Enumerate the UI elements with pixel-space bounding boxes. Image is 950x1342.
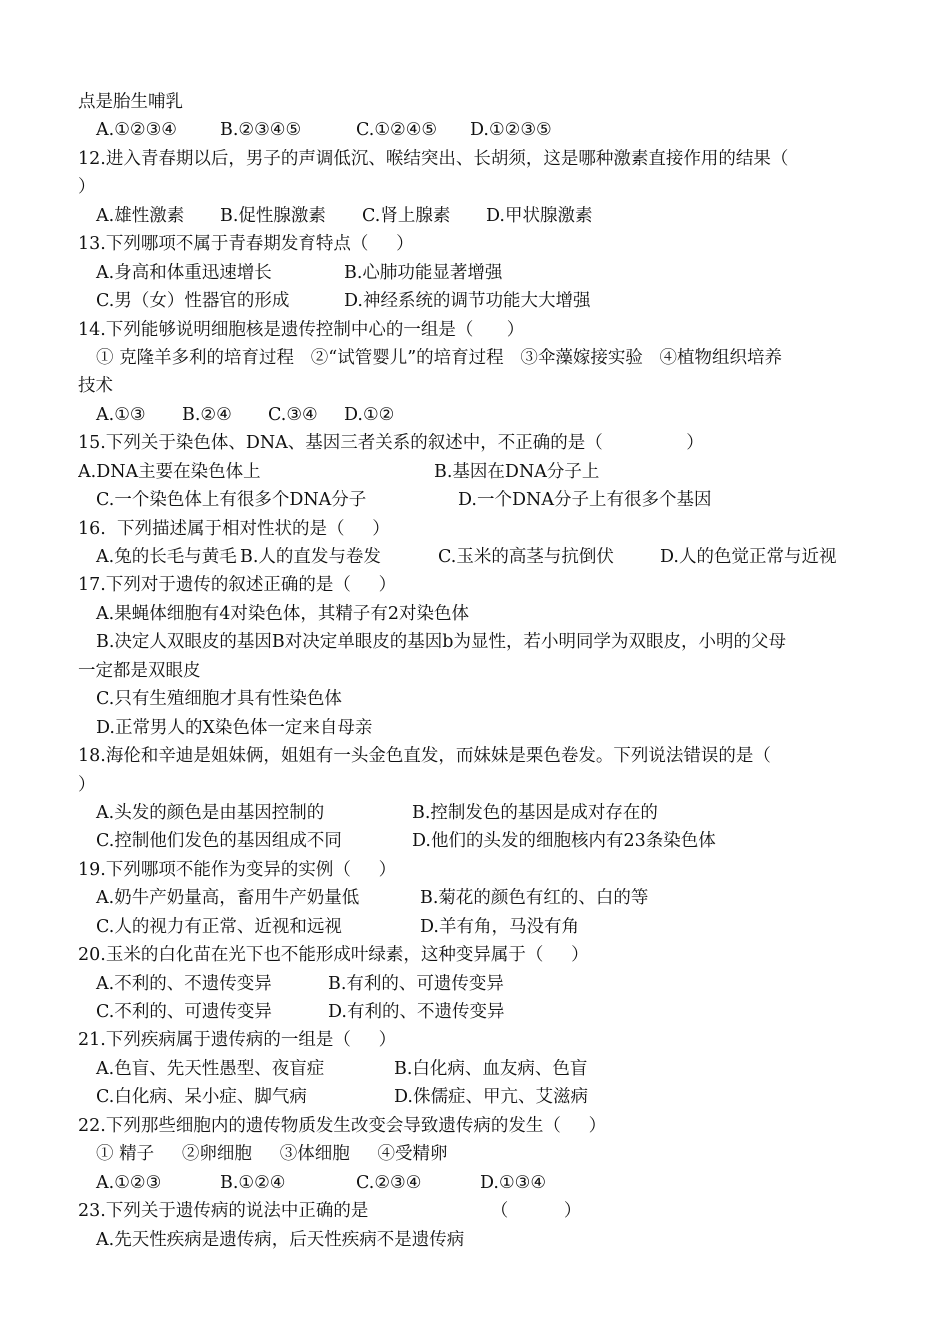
answer-option: B.基因在DNA分子上 [434, 461, 600, 482]
answer-option: B.①②④ [220, 1172, 286, 1193]
question-text-line: A.先天性疾病是遗传病，后天性疾病不是遗传病 [96, 1229, 465, 1250]
answer-option: A.不利的、不遗传变异 [96, 973, 272, 994]
question-text-line: 16. 下列描述属于相对性状的是（ ） [78, 518, 390, 539]
answer-option: B.有利的、可遗传变异 [328, 973, 504, 994]
answer-option: B.②③④⑤ [220, 120, 302, 141]
question-text-line: 21.下列疾病属于遗传病的一组是（ ） [78, 1030, 397, 1051]
answer-options-line [78, 259, 878, 287]
answer-option: A.雄性激素 [96, 205, 185, 226]
answer-options-line [78, 116, 878, 144]
answer-option: C.肾上腺素 [362, 205, 451, 226]
question-text-line: 18.海伦和辛迪是姐妹俩，姐姐有一头金色直发，而妹妹是栗色卷发。下列说法错误的是（ [78, 746, 771, 767]
answer-options-line [78, 287, 878, 315]
answer-option: A.色盲、先天性愚型、夜盲症 [96, 1058, 325, 1079]
answer-option: C.①②④⑤ [356, 120, 438, 141]
question-text-line: B.决定人双眼皮的基因B对决定单眼皮的基因b为显性，若小明同学为双眼皮，小明的父母 [96, 632, 786, 653]
question-text-line: D.正常男人的X染色体一定来自母亲 [96, 717, 373, 738]
question-text-line: A.果蝇体细胞有4对染色体，其精子有2对染色体 [96, 603, 469, 624]
question-text-line: 20.玉米的白化苗在光下也不能形成叶绿素，这种变异属于（ ） [78, 945, 589, 966]
answer-option: C.不利的、可遗传变异 [96, 1002, 272, 1022]
question-text-line: ） [78, 177, 96, 198]
question-text-line: 15.下列关于染色体、DNA、基因三者关系的叙述中，不正确的是（ ） [78, 433, 704, 454]
question-text-line: ① 精子 ②卵细胞 ③体细胞 ④受精卵 [96, 1144, 448, 1165]
answer-option: D.一个DNA分子上有很多个基因 [458, 490, 712, 511]
answer-option: D.①②③⑤ [470, 120, 552, 141]
answer-option: A.DNA主要在染色体上 [78, 461, 261, 482]
answer-option: B.人的直发与卷发 [240, 547, 381, 567]
question-text-line: 17.下列对于遗传的叙述正确的是（ ） [78, 575, 397, 596]
answer-option: C.③④ [268, 404, 318, 425]
answer-option: A.①③ [96, 404, 146, 425]
answer-option: D.他们的头发的细胞核内有23条染色体 [412, 831, 716, 852]
question-text-line: 技术 [78, 376, 113, 397]
answer-option: B.菊花的颜色有红的、白的等 [420, 888, 649, 909]
question-text-line: ① 克隆羊多利的培育过程 ②“试管婴儿”的培育过程 ③伞藻嫁接实验 ④植物组织培养 [96, 347, 783, 368]
answer-option: A.奶牛产奶量高，畜用牛产奶量低 [96, 888, 360, 909]
question-text-line: 点是胎生哺乳 [78, 92, 183, 112]
answer-options-line [78, 970, 878, 998]
answer-option: B.促性腺激素 [220, 205, 326, 226]
answer-option: A.身高和体重迅速增长 [96, 262, 272, 283]
answer-option: B.控制发色的基因是成对存在的 [412, 802, 658, 823]
answer-option: C.人的视力有正常、近视和远视 [96, 916, 342, 937]
answer-option: D.甲状腺激素 [486, 205, 593, 226]
question-text-line: 19.下列哪项不能作为变异的实例（ ） [78, 859, 397, 880]
answer-options-line [78, 401, 878, 429]
question-text-line: 23.下列关于遗传病的说法中正确的是 （ ） [78, 1201, 582, 1222]
answer-option: B.②④ [182, 404, 232, 425]
answer-option: A.①②③④ [96, 120, 177, 141]
answer-option: A.头发的颜色是由基因控制的 [96, 802, 325, 823]
answer-option: D.侏儒症、甲亢、艾滋病 [394, 1087, 588, 1108]
answer-options-line [78, 827, 878, 855]
answer-options-line [78, 884, 878, 912]
answer-option: D.人的色觉正常与近视 [660, 547, 837, 567]
question-text-line: 一定都是双眼皮 [78, 660, 201, 681]
answer-options-line [78, 913, 878, 941]
answer-options-line [78, 458, 878, 486]
answer-option: C.男（女）性器官的形成 [96, 291, 290, 312]
question-text-line: ） [78, 774, 96, 795]
answer-option: B.心肺功能显著增强 [344, 262, 503, 283]
question-text-line: 13.下列哪项不属于青春期发育特点（ ） [78, 234, 414, 255]
question-text-line: 14.下列能够说明细胞核是遗传控制中心的一组是（ ） [78, 319, 525, 340]
answer-options-line [78, 799, 878, 827]
answer-option: D.有利的、不遗传变异 [328, 1002, 505, 1022]
answer-options-line [78, 998, 878, 1026]
answer-option: D.羊有角，马没有角 [420, 916, 579, 937]
answer-option: B.白化病、血友病、色盲 [394, 1058, 588, 1079]
answer-options-line [78, 1083, 878, 1111]
question-text-line: 12.进入青春期以后，男子的声调低沉、喉结突出、长胡须，这是哪种激素直接作用的结果（ [78, 148, 789, 169]
answer-option: D.①② [344, 404, 395, 425]
answer-options-line [78, 1055, 878, 1083]
exam-page [78, 88, 878, 1254]
answer-options-line [78, 543, 878, 571]
answer-option: C.②③④ [356, 1172, 422, 1193]
answer-option: A.①②③ [96, 1172, 162, 1193]
answer-options-line [78, 486, 878, 514]
answer-option: A.兔的长毛与黄毛 [96, 547, 237, 567]
question-text-line: C.只有生殖细胞才具有性染色体 [96, 689, 342, 710]
answer-option: C.玉米的高茎与抗倒伏 [438, 547, 614, 567]
answer-option: C.一个染色体上有很多个DNA分子 [96, 490, 367, 511]
answer-options-line [78, 202, 878, 230]
answer-option: C.白化病、呆小症、脚气病 [96, 1087, 307, 1108]
answer-options-line [78, 1169, 878, 1197]
answer-option: D.神经系统的调节功能大大增强 [344, 291, 591, 312]
answer-option: D.①③④ [480, 1172, 547, 1193]
answer-option: C.控制他们发色的基因组成不同 [96, 831, 342, 852]
question-text-line: 22.下列那些细胞内的遗传物质发生改变会导致遗传病的发生（ ） [78, 1115, 607, 1136]
